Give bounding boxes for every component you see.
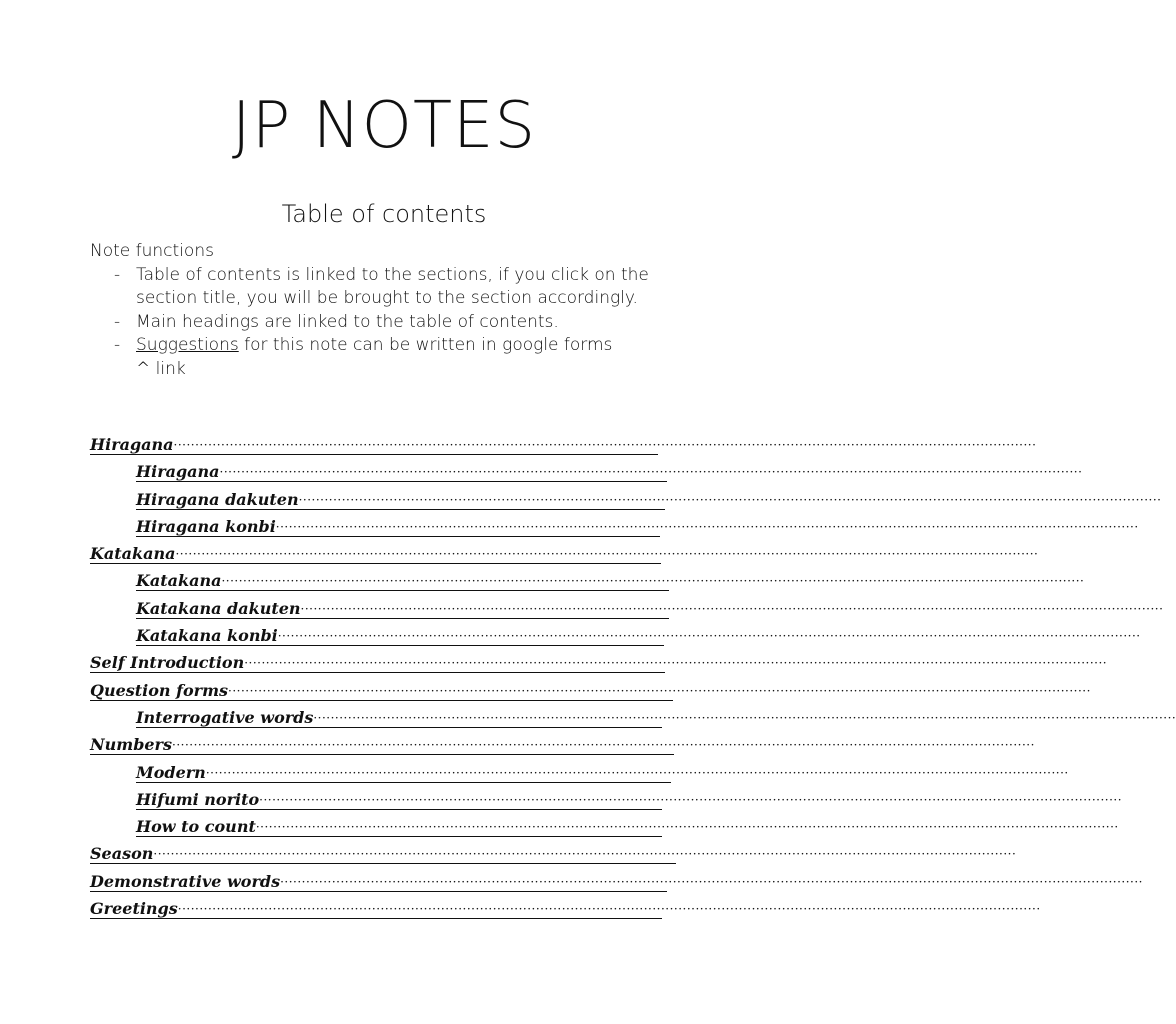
toc-link[interactable] [90,732,1035,755]
toc-link-label: Hiragana dakuten [136,489,299,509]
toc-link[interactable] [136,568,1085,591]
toc-row [90,760,1069,787]
document-title: JP NOTES [231,89,537,163]
toc-link-label: Question forms [90,680,229,700]
toc-link-label: Katakana [90,544,176,564]
toc-row [90,650,1108,677]
toc-row [90,814,1119,841]
toc-link[interactable] [136,787,1123,810]
note-item: - Main headings are linked to the table of contents. [136,311,670,335]
suggestions-link[interactable]: Suggestions [136,335,239,355]
toc-link-label: How to count [136,817,256,837]
toc-link[interactable] [136,760,1069,783]
toc-leader-dots: ········································································································································································································ [221,574,1085,589]
note-functions-list [90,264,670,382]
toc-row [90,487,1162,514]
toc-link-label: Hiragana [136,462,220,482]
toc-leader-dots: ········································································································································································································ [153,847,1017,862]
toc-leader-dots: ········································································································································································································ [275,519,1139,534]
toc-link[interactable] [136,596,1164,619]
toc-leader-dots: ········································································································································································································ [298,492,1162,507]
toc-row [90,841,1017,868]
suggestions-link-caret: ^ link [136,358,186,379]
toc-link-label: Demonstrative words [90,871,281,891]
toc-link-label: Hifumi norito [136,789,260,809]
toc-link[interactable] [90,896,1041,919]
toc-link-label: Interrogative words [136,707,314,727]
toc-row [90,705,1176,732]
toc-row [90,459,1083,486]
toc-link[interactable] [136,814,1119,837]
toc-leader-dots: ········································································································································································································ [277,629,1141,644]
toc-leader-dots: ········································································································································································································ [177,902,1041,917]
toc-link[interactable] [90,869,1143,892]
toc-leader-dots: ········································································································································································································ [255,820,1119,835]
toc-leader-dots: ········································································································································································································ [244,656,1108,671]
toc-leader-dots: ········································································································································································································ [205,765,1069,780]
toc-link-label: Hiragana konbi [136,516,276,536]
toc-row [90,514,1139,541]
toc-link[interactable] [90,432,1037,455]
toc-link[interactable] [90,678,1091,701]
toc-row [90,869,1143,896]
toc-link-label: Greetings [90,899,178,919]
toc-leader-dots: ········································································································································································································ [280,874,1143,889]
toc-link[interactable] [136,705,1176,728]
toc-link[interactable] [136,459,1083,482]
toc-row [90,732,1035,759]
toc-link-label: Katakana dakuten [136,598,301,618]
toc-row [90,623,1141,650]
note-item-suggestions [136,334,670,381]
toc-row [90,787,1123,814]
toc-leader-dots: ········································································································································································································ [175,547,1039,562]
toc-row [90,678,1091,705]
toc-leader-dots: ········································································································································································································ [313,710,1176,725]
toc-link[interactable] [90,841,1017,864]
suggestions-text: for this note can be written in google forms [238,335,613,355]
toc-heading: Table of contents [281,200,487,228]
toc-link-label: Modern [136,762,206,782]
toc-link[interactable] [90,650,1108,673]
toc-row [90,596,1164,623]
toc-row [90,896,1041,923]
note-functions [90,240,670,381]
toc-link-label: Katakana [136,571,222,591]
toc-leader-dots: ········································································································································································································ [219,465,1083,480]
toc-link-label: Numbers [90,735,172,755]
toc-leader-dots: ········································································································································································································ [228,683,1091,698]
toc-row [90,541,1039,568]
toc-leader-dots: ········································································································································································································ [259,792,1123,807]
note-item: - Table of contents is linked to the sections, if you click on the section title, you will be brought to the section accordingly. [136,264,670,311]
toc-link[interactable] [136,514,1139,537]
toc-link-label: Hiragana [90,435,174,454]
note-functions-heading: Note functions [90,241,214,261]
toc-link-label: Season [90,844,154,864]
toc-link-label: Self Introduction [90,653,245,673]
toc-link[interactable] [136,487,1162,510]
toc-link[interactable] [90,541,1039,564]
toc-leader-dots: ········································································································································································································ [173,438,1037,452]
toc-leader-dots: ········································································································································································································ [172,738,1035,753]
toc-row [90,432,1037,459]
toc-leader-dots: ········································································································································································································ [300,601,1164,616]
table-of-contents [90,432,1176,923]
toc-row [90,568,1085,595]
toc-link[interactable] [136,623,1141,646]
toc-link-label: Katakana konbi [136,626,278,646]
